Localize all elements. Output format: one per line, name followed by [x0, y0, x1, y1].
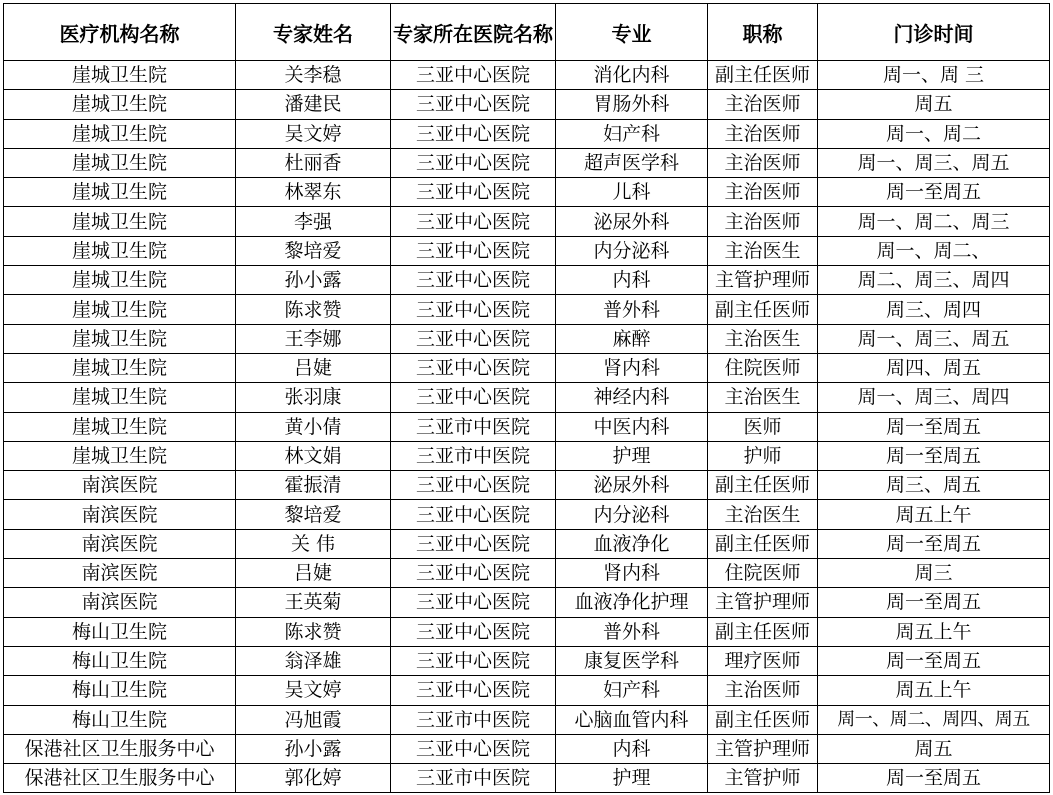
cell-institution: 南滨医院	[4, 559, 236, 588]
cell-expert-hospital: 三亚中心医院	[391, 676, 556, 705]
cell-specialty: 麻醉	[556, 324, 708, 353]
cell-expert-name: 黎培爱	[236, 500, 391, 529]
table-row	[4, 559, 1050, 588]
header-institution: 医疗机构名称	[4, 4, 236, 61]
table-row	[4, 441, 1050, 470]
cell-title: 主治医师	[708, 676, 818, 705]
cell-institution: 崖城卫生院	[4, 148, 236, 177]
cell-title: 理疗医师	[708, 646, 818, 675]
cell-expert-hospital: 三亚中心医院	[391, 324, 556, 353]
cell-expert-name: 潘建民	[236, 90, 391, 119]
table-row	[4, 353, 1050, 382]
table-row	[4, 412, 1050, 441]
cell-specialty: 神经内科	[556, 383, 708, 412]
cell-specialty: 超声医学科	[556, 148, 708, 177]
cell-title: 主管护理师	[708, 588, 818, 617]
cell-specialty: 胃肠外科	[556, 90, 708, 119]
cell-specialty: 泌尿外科	[556, 471, 708, 500]
cell-title: 主治医生	[708, 324, 818, 353]
cell-expert-name: 张羽康	[236, 383, 391, 412]
cell-institution: 南滨医院	[4, 529, 236, 558]
cell-clinic-time: 周二、周三、周四	[818, 266, 1050, 295]
cell-expert-hospital: 三亚中心医院	[391, 266, 556, 295]
cell-clinic-time: 周一、周三、周四	[818, 383, 1050, 412]
cell-title: 主治医生	[708, 383, 818, 412]
cell-specialty: 肾内科	[556, 559, 708, 588]
cell-title: 副主任医师	[708, 705, 818, 734]
cell-clinic-time: 周一至周五	[818, 529, 1050, 558]
cell-title: 主治医师	[708, 207, 818, 236]
cell-clinic-time: 周一、周三、周五	[818, 148, 1050, 177]
cell-title: 主治医生	[708, 500, 818, 529]
cell-expert-name: 王李娜	[236, 324, 391, 353]
cell-specialty: 内分泌科	[556, 236, 708, 265]
cell-institution: 崖城卫生院	[4, 353, 236, 382]
table-row	[4, 207, 1050, 236]
table-row	[4, 90, 1050, 119]
cell-expert-name: 吕婕	[236, 353, 391, 382]
cell-expert-hospital: 三亚中心医院	[391, 617, 556, 646]
cell-expert-hospital: 三亚中心医院	[391, 148, 556, 177]
header-clinic-time: 门诊时间	[818, 4, 1050, 61]
header-expert-name: 专家姓名	[236, 4, 391, 61]
cell-title: 主治医师	[708, 148, 818, 177]
table-row	[4, 383, 1050, 412]
cell-title: 副主任医师	[708, 471, 818, 500]
cell-expert-name: 杜丽香	[236, 148, 391, 177]
cell-clinic-time: 周五上午	[818, 500, 1050, 529]
cell-institution: 保港社区卫生服务中心	[4, 734, 236, 763]
schedule-table-container	[3, 3, 1049, 792]
cell-clinic-time: 周五	[818, 90, 1050, 119]
cell-institution: 崖城卫生院	[4, 207, 236, 236]
cell-clinic-time: 周一至周五	[818, 764, 1050, 793]
cell-title: 副主任医师	[708, 529, 818, 558]
cell-expert-hospital: 三亚市中医院	[391, 441, 556, 470]
cell-expert-hospital: 三亚中心医院	[391, 178, 556, 207]
table-row	[4, 266, 1050, 295]
cell-specialty: 普外科	[556, 617, 708, 646]
cell-specialty: 消化内科	[556, 61, 708, 90]
table-row	[4, 61, 1050, 90]
cell-title: 副主任医师	[708, 617, 818, 646]
cell-expert-hospital: 三亚中心医院	[391, 559, 556, 588]
cell-institution: 崖城卫生院	[4, 266, 236, 295]
cell-title: 住院医师	[708, 353, 818, 382]
cell-clinic-time: 周一至周五	[818, 178, 1050, 207]
cell-expert-hospital: 三亚中心医院	[391, 90, 556, 119]
header-specialty: 专业	[556, 4, 708, 61]
cell-institution: 保港社区卫生服务中心	[4, 764, 236, 793]
cell-expert-name: 吴文婷	[236, 119, 391, 148]
table-row	[4, 676, 1050, 705]
cell-institution: 崖城卫生院	[4, 90, 236, 119]
table-row	[4, 119, 1050, 148]
cell-institution: 崖城卫生院	[4, 383, 236, 412]
table-row	[4, 295, 1050, 324]
cell-clinic-time: 周一、周 三	[818, 61, 1050, 90]
cell-expert-hospital: 三亚中心医院	[391, 353, 556, 382]
table-body	[4, 61, 1050, 793]
table-row	[4, 471, 1050, 500]
cell-clinic-time: 周三	[818, 559, 1050, 588]
cell-institution: 南滨医院	[4, 500, 236, 529]
table-row	[4, 617, 1050, 646]
cell-clinic-time: 周五上午	[818, 676, 1050, 705]
expert-schedule-table	[3, 3, 1050, 793]
cell-expert-hospital: 三亚中心医院	[391, 471, 556, 500]
cell-title: 住院医师	[708, 559, 818, 588]
cell-expert-hospital: 三亚中心医院	[391, 500, 556, 529]
cell-expert-name: 林翠东	[236, 178, 391, 207]
table-row	[4, 764, 1050, 793]
header-expert-hospital: 专家所在医院名称	[391, 4, 556, 61]
cell-title: 主治医师	[708, 90, 818, 119]
cell-expert-name: 孙小露	[236, 266, 391, 295]
cell-expert-hospital: 三亚中心医院	[391, 588, 556, 617]
cell-expert-hospital: 三亚中心医院	[391, 646, 556, 675]
cell-institution: 崖城卫生院	[4, 295, 236, 324]
cell-specialty: 内科	[556, 734, 708, 763]
table-row	[4, 500, 1050, 529]
cell-clinic-time: 周一至周五	[818, 412, 1050, 441]
cell-expert-name: 陈求赞	[236, 617, 391, 646]
cell-expert-hospital: 三亚中心医院	[391, 207, 556, 236]
cell-expert-name: 黎培爱	[236, 236, 391, 265]
cell-institution: 崖城卫生院	[4, 441, 236, 470]
cell-specialty: 肾内科	[556, 353, 708, 382]
cell-specialty: 妇产科	[556, 676, 708, 705]
cell-specialty: 内分泌科	[556, 500, 708, 529]
cell-institution: 崖城卫生院	[4, 61, 236, 90]
cell-institution: 崖城卫生院	[4, 324, 236, 353]
cell-expert-name: 霍振清	[236, 471, 391, 500]
cell-clinic-time: 周一、周二、周四、周五	[818, 705, 1050, 734]
cell-expert-name: 关 伟	[236, 529, 391, 558]
table-row	[4, 705, 1050, 734]
cell-specialty: 血液净化	[556, 529, 708, 558]
cell-expert-name: 吕婕	[236, 559, 391, 588]
cell-specialty: 内科	[556, 266, 708, 295]
cell-specialty: 中医内科	[556, 412, 708, 441]
cell-institution: 崖城卫生院	[4, 178, 236, 207]
cell-expert-hospital: 三亚中心医院	[391, 119, 556, 148]
cell-title: 主管护理师	[708, 266, 818, 295]
cell-specialty: 护理	[556, 764, 708, 793]
cell-clinic-time: 周一至周五	[818, 441, 1050, 470]
table-row	[4, 178, 1050, 207]
cell-specialty: 妇产科	[556, 119, 708, 148]
cell-expert-hospital: 三亚市中医院	[391, 705, 556, 734]
cell-expert-name: 孙小露	[236, 734, 391, 763]
cell-expert-hospital: 三亚中心医院	[391, 383, 556, 412]
cell-title: 护师	[708, 441, 818, 470]
cell-clinic-time: 周五上午	[818, 617, 1050, 646]
cell-expert-name: 郭化婷	[236, 764, 391, 793]
cell-expert-name: 王英菊	[236, 588, 391, 617]
cell-expert-hospital: 三亚中心医院	[391, 236, 556, 265]
cell-institution: 崖城卫生院	[4, 119, 236, 148]
cell-clinic-time: 周一至周五	[818, 646, 1050, 675]
cell-institution: 南滨医院	[4, 588, 236, 617]
cell-institution: 崖城卫生院	[4, 412, 236, 441]
cell-title: 医师	[708, 412, 818, 441]
cell-specialty: 护理	[556, 441, 708, 470]
cell-expert-name: 关李稳	[236, 61, 391, 90]
cell-expert-hospital: 三亚中心医院	[391, 295, 556, 324]
table-row	[4, 734, 1050, 763]
cell-clinic-time: 周一、周二、周三	[818, 207, 1050, 236]
cell-clinic-time: 周五	[818, 734, 1050, 763]
cell-title: 主管护师	[708, 764, 818, 793]
cell-title: 主治医师	[708, 178, 818, 207]
cell-expert-name: 林文娟	[236, 441, 391, 470]
cell-institution: 梅山卫生院	[4, 676, 236, 705]
table-row	[4, 236, 1050, 265]
cell-institution: 梅山卫生院	[4, 617, 236, 646]
cell-title: 副主任医师	[708, 61, 818, 90]
cell-expert-hospital: 三亚中心医院	[391, 529, 556, 558]
cell-expert-hospital: 三亚中心医院	[391, 734, 556, 763]
cell-specialty: 儿科	[556, 178, 708, 207]
cell-clinic-time: 周一、周三、周五	[818, 324, 1050, 353]
cell-expert-hospital: 三亚中心医院	[391, 61, 556, 90]
cell-title: 主管护理师	[708, 734, 818, 763]
cell-specialty: 普外科	[556, 295, 708, 324]
cell-institution: 梅山卫生院	[4, 646, 236, 675]
cell-clinic-time: 周一、周二、	[818, 236, 1050, 265]
cell-institution: 南滨医院	[4, 471, 236, 500]
table-row	[4, 529, 1050, 558]
cell-expert-name: 翁泽雄	[236, 646, 391, 675]
cell-specialty: 心脑血管内科	[556, 705, 708, 734]
cell-expert-name: 冯旭霞	[236, 705, 391, 734]
table-row	[4, 588, 1050, 617]
cell-clinic-time: 周一至周五	[818, 588, 1050, 617]
cell-clinic-time: 周一、周二	[818, 119, 1050, 148]
cell-title: 主治医生	[708, 236, 818, 265]
cell-specialty: 康复医学科	[556, 646, 708, 675]
cell-clinic-time: 周三、周四	[818, 295, 1050, 324]
table-row	[4, 646, 1050, 675]
header-row	[4, 4, 1050, 61]
table-row	[4, 324, 1050, 353]
cell-specialty: 泌尿外科	[556, 207, 708, 236]
cell-expert-name: 黄小倩	[236, 412, 391, 441]
cell-clinic-time: 周三、周五	[818, 471, 1050, 500]
table-row	[4, 148, 1050, 177]
cell-title: 副主任医师	[708, 295, 818, 324]
cell-institution: 梅山卫生院	[4, 705, 236, 734]
cell-expert-hospital: 三亚市中医院	[391, 412, 556, 441]
cell-clinic-time: 周四、周五	[818, 353, 1050, 382]
cell-expert-name: 李强	[236, 207, 391, 236]
cell-institution: 崖城卫生院	[4, 236, 236, 265]
cell-title: 主治医师	[708, 119, 818, 148]
cell-expert-name: 陈求赞	[236, 295, 391, 324]
cell-expert-hospital: 三亚市中医院	[391, 764, 556, 793]
cell-expert-name: 吴文婷	[236, 676, 391, 705]
cell-specialty: 血液净化护理	[556, 588, 708, 617]
header-title: 职称	[708, 4, 818, 61]
